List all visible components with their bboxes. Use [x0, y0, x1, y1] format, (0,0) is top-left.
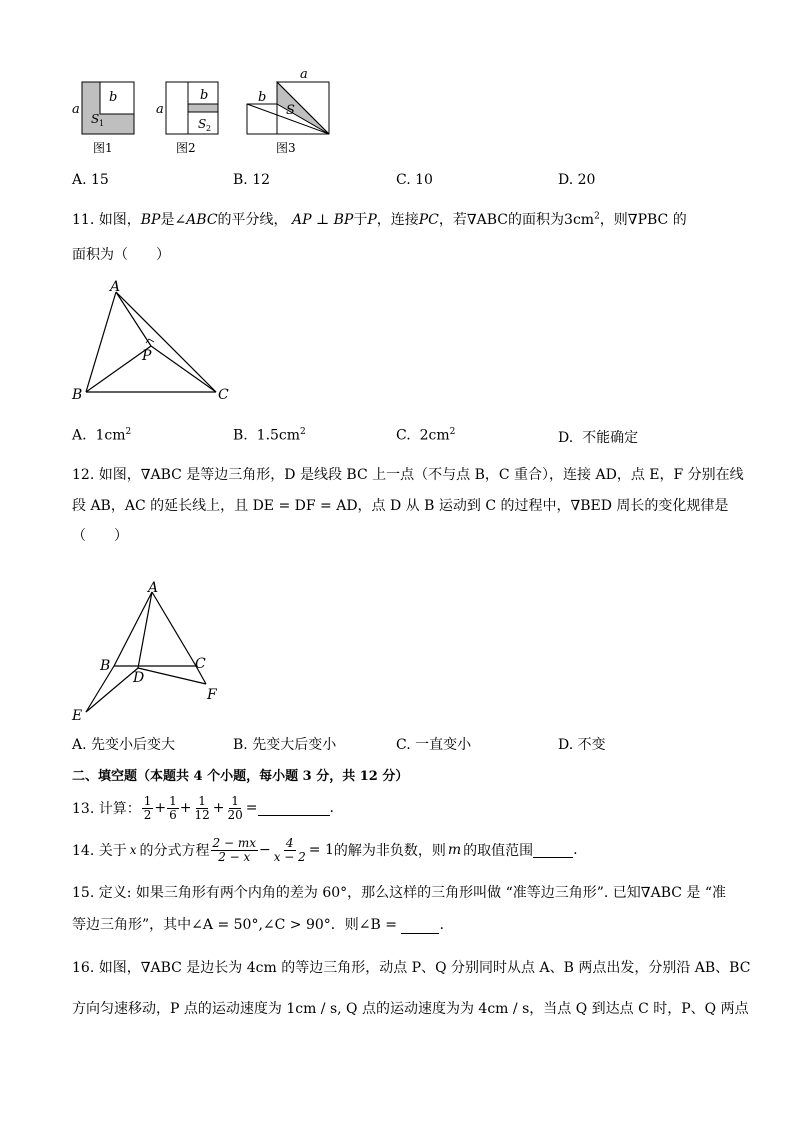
q12-vertex-a: A — [148, 580, 159, 596]
q12-figure — [66, 578, 236, 726]
q10-option-c: C. 10 — [396, 172, 433, 188]
fig3-label-s: S — [286, 103, 295, 118]
q10-option-d: D. 20 — [558, 172, 596, 188]
q14-answer-blank[interactable] — [533, 843, 573, 858]
figure-3 — [247, 67, 329, 155]
q12-vertex-c: C — [195, 656, 206, 672]
fig2-caption: 图2 — [176, 141, 196, 155]
q12-option-d: D. 不变 — [558, 737, 606, 753]
q13: 13. 计算： $\frac{1}{2}$ + $\frac{1}{6}$ + $\frac{1}{12}$ + $\frac{1}{20}$ = . — [72, 793, 334, 822]
q11-stem-line1: 11. 如图，BP是∠ABC的平分线， AP ⊥ BP于P，连接PC，若∇ABC的面积为$3cm^2$，则∇PBC 的 — [72, 211, 687, 228]
fig2-shaded-area — [188, 104, 218, 112]
fig2-label-a: a — [156, 102, 164, 117]
q13-answer-blank[interactable] — [258, 801, 330, 816]
fig1-label-a: a — [72, 102, 80, 117]
fig1-label-s-sub: 1 — [99, 119, 105, 128]
q14: 14. 关于 x 的分式方程 $\frac{2 - mx}{2 - x}$ − $\frac{4}{x - 2}$ = 1 的解为非负数，则 m 的取值范围 . — [72, 835, 578, 864]
q12-stem-line3: （ ） — [72, 528, 128, 544]
fig1-label-b: b — [109, 90, 118, 105]
q10-option-b: B. 12 — [233, 172, 271, 188]
q11-option-b: B. $1.5cm^2$ — [233, 427, 306, 444]
fig3-label-b: b — [258, 90, 267, 105]
q12-point-d: D — [133, 670, 145, 686]
q14-frac-2: $\frac{4}{x - 2}$ — [273, 835, 306, 864]
fig3-caption: 图3 — [276, 141, 296, 155]
fig2-label-b: b — [200, 88, 209, 103]
q13-frac-4: $\frac{1}{20}$ — [227, 793, 243, 822]
q16-stem-line2: 方向匀速移动，P 点的运动速度为 1cm / s, Q 点的运动速度为为 4cm / s，当点 Q 到达点 C 时，P、Q 两点 — [72, 1001, 749, 1017]
q10-figures — [66, 66, 346, 160]
q13-frac-2: $\frac{1}{6}$ — [169, 793, 177, 822]
fig3-label-a: a — [300, 67, 308, 82]
q12-point-f: F — [207, 687, 217, 703]
q11-option-d: D. 不能确定 — [558, 430, 639, 446]
q12-stem-line2: 段 AB，AC 的延长线上，且 DE = DF = AD，点 D 从 B 运动到 C 的过程中，∇BED 周长的变化规律是 — [72, 498, 729, 514]
q12-stem-line1: 12. 如图，∇ABC 是等边三角形，D 是线段 BC 上一点（不与点 B，C 重合），连接 AD，点 E，F 分别在线 — [72, 467, 744, 483]
q13-frac-1: $\frac{1}{2}$ — [143, 793, 152, 822]
q11-figure — [66, 276, 246, 406]
section-heading: 二、填空题（本题共 4 个小题，每小题 3 分，共 12 分） — [72, 769, 409, 784]
q12-option-b: B. 先变大后变小 — [233, 737, 337, 753]
q14-frac-1: $\frac{2 - mx}{2 - x}$ — [212, 835, 256, 864]
fig1-label-s: S — [91, 112, 100, 126]
q11-option-c: C. $2cm^2$ — [396, 427, 456, 444]
q15-answer-blank[interactable] — [401, 919, 439, 934]
q12-vertex-b: B — [100, 658, 111, 674]
q12-option-c: C. 一直变小 — [396, 737, 472, 753]
q11-vertex-c: C — [218, 387, 229, 403]
figure-2 — [156, 82, 218, 155]
q11-stem-line2: 面积为（ ） — [72, 247, 170, 263]
q15-stem-line2: 等边三角形”，其中∠A = 50°,∠C > 90°．则∠B = . — [72, 917, 444, 933]
q13-frac-3: $\frac{1}{12}$ — [194, 793, 210, 822]
q12-option-a: A. 先变小后变大 — [72, 737, 176, 753]
q11-vertex-a: A — [110, 279, 121, 295]
q11-option-a: A. $1cm^2$ — [72, 427, 132, 444]
q11-vertex-b: B — [72, 387, 83, 403]
q15-stem-line1: 15. 定义: 如果三角形有两个内角的差为 60°，那么这样的三角形叫做 “准等边三角形”. 已知∇ABC 是 “准 — [72, 885, 727, 901]
q10-option-a: A. 15 — [72, 172, 109, 188]
q12-point-e: E — [72, 708, 83, 724]
q11-point-p: P — [142, 348, 152, 364]
fig2-label-s-sub: 2 — [206, 124, 212, 133]
q16-stem-line1: 16. 如图，∇ABC 是边长为 4cm 的等边三角形，动点 P、Q 分别同时从点 A、B 两点出发，分别沿 AB、BC — [72, 960, 751, 976]
fig1-caption: 图1 — [93, 141, 113, 155]
fig2-label-s: S — [198, 117, 207, 131]
figure-1 — [72, 82, 134, 155]
